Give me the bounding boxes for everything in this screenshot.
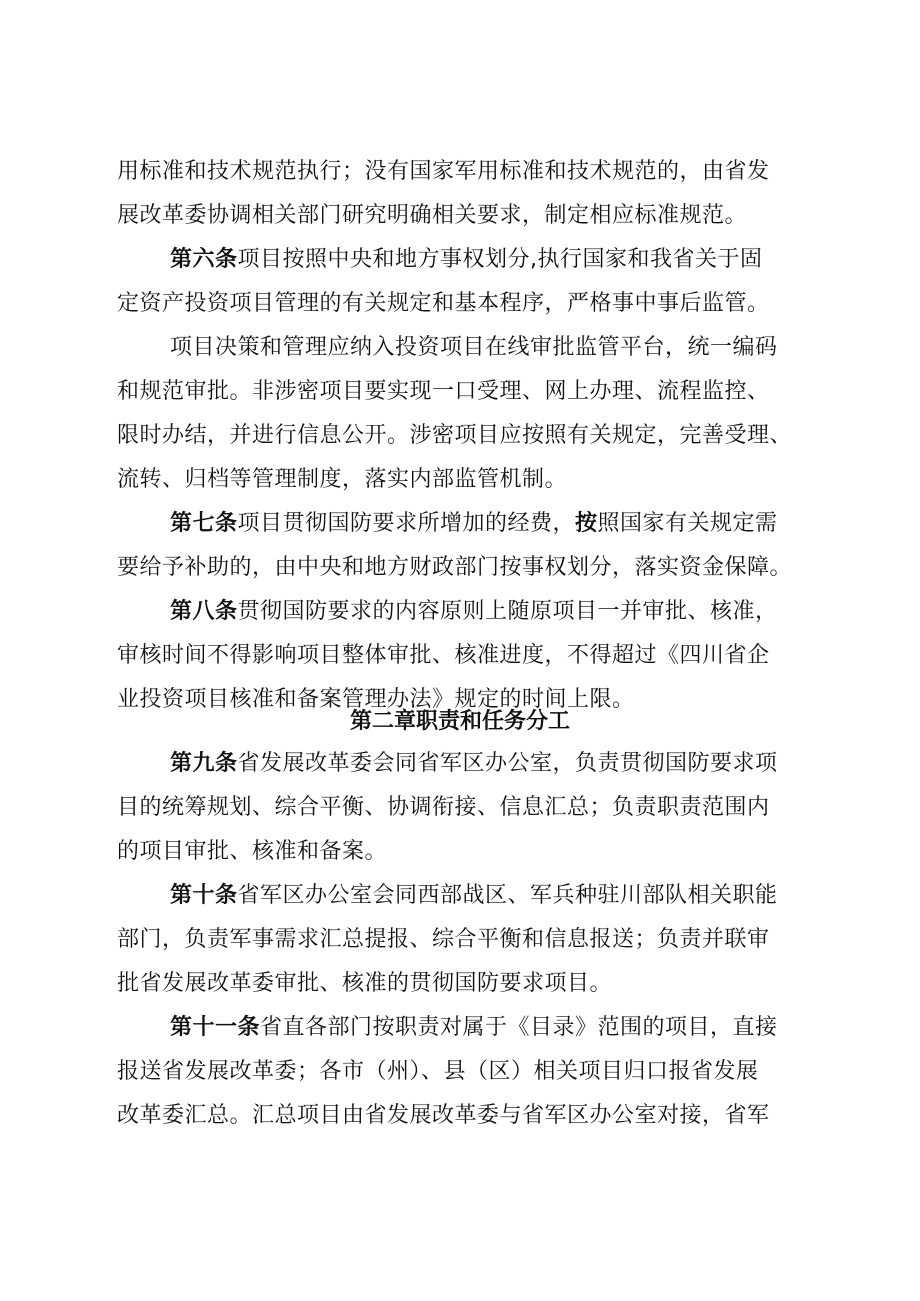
text-line (117, 636, 770, 676)
line-text: 省直各部门按职责对属于《目录》范围的项目，直接 (260, 1015, 778, 1040)
text-line (117, 196, 747, 236)
article-8-paragraph (170, 592, 778, 632)
line-text: 批省发展改革委审批、核准的贯彻国防要求项目。 (117, 971, 613, 996)
text-line (117, 964, 612, 1004)
line-text: 省发展改革委会同省军区办公室，负责贯彻国防要求项 (237, 751, 778, 776)
line-text: 业投资项目核准和备案管理办法》规定的时间上限。 (117, 687, 635, 712)
text-line (117, 548, 792, 588)
text-line (170, 328, 778, 368)
line-text: 审核时间不得影响项目整体审批、核准进度，不得超过《四川省企 (117, 643, 770, 668)
text-line (117, 284, 770, 324)
article-label: 第八条 (170, 599, 238, 624)
line-text: 和规范审批。非涉密项目要实现一口受理、网上办理、流程监控、 (117, 379, 770, 404)
line-text: 目的统筹规划、综合平衡、协调衔接、信息汇总；负责职责范围内 (117, 795, 770, 820)
text-line (117, 920, 770, 960)
article-6-paragraph (170, 240, 763, 280)
line-text: 定资产投资项目管理的有关规定和基本程序，严格事中事后监管。 (117, 291, 770, 316)
article-label: 第七条 (170, 511, 238, 536)
text-line (117, 460, 567, 500)
line-text: 改革委汇总。汇总项目由省发展改革委与省军区办公室对接，省军 (117, 1103, 770, 1128)
article-11-paragraph (170, 1008, 778, 1048)
line-text: 项目按照中央和地方事权划分,执行国家和我省关于固 (237, 247, 763, 272)
line-text: 贯彻国防要求的内容原则上随原项目一并审批、核准， (237, 599, 778, 624)
line-text: 限时办结，并进行信息公开。涉密项目应按照有关规定，完善受理、 (117, 423, 793, 448)
line-text: 展改革委协调相关部门研究明确相关要求，制定相应标准规范。 (117, 203, 748, 228)
line-text: 部门，负责军事需求汇总提报、综合平衡和信息报送；负责并联审 (117, 927, 770, 952)
article-label: 第九条 (170, 751, 238, 776)
line-text: 用标准和技术规范执行；没有国家军用标准和技术规范的，由省发 (117, 159, 770, 184)
article-label: 第十一条 (170, 1015, 261, 1040)
line-text: 要给予补助的，由中央和地方财政部门按事权划分，落实资金保障。 (117, 555, 793, 580)
line-text: 流转、归档等管理制度，落实内部监管机制。 (117, 467, 568, 492)
article-9-paragraph (170, 744, 778, 784)
article-10-paragraph (170, 876, 778, 916)
text-line (117, 788, 770, 828)
text-line (117, 1096, 770, 1136)
text-line (117, 372, 770, 412)
line-text: 报送省发展改革委；各市（州）、县（区）相关项目归口报省发展 (117, 1059, 759, 1084)
line-text: 项目贯彻国防要求所增加的经费， (237, 511, 576, 536)
text-line (117, 152, 770, 192)
text-line (117, 1052, 759, 1092)
text-line (117, 832, 387, 872)
article-7-paragraph (170, 504, 778, 544)
bold-char: 按 (575, 511, 598, 536)
line-text: 项目决策和管理应纳入投资项目在线审批监管平台，统一编码 (170, 335, 778, 360)
text-line (117, 416, 792, 456)
line-text: 照国家有关规定需 (597, 511, 778, 536)
line-text: 的项目审批、核准和备案。 (117, 839, 388, 864)
article-label: 第六条 (170, 247, 238, 272)
chapter-heading: 第二章职责和任务分工 (349, 709, 570, 734)
line-text: 省军区办公室会同西部战区、军兵种驻川部队相关职能 (237, 883, 778, 908)
article-label: 第十条 (170, 883, 238, 908)
